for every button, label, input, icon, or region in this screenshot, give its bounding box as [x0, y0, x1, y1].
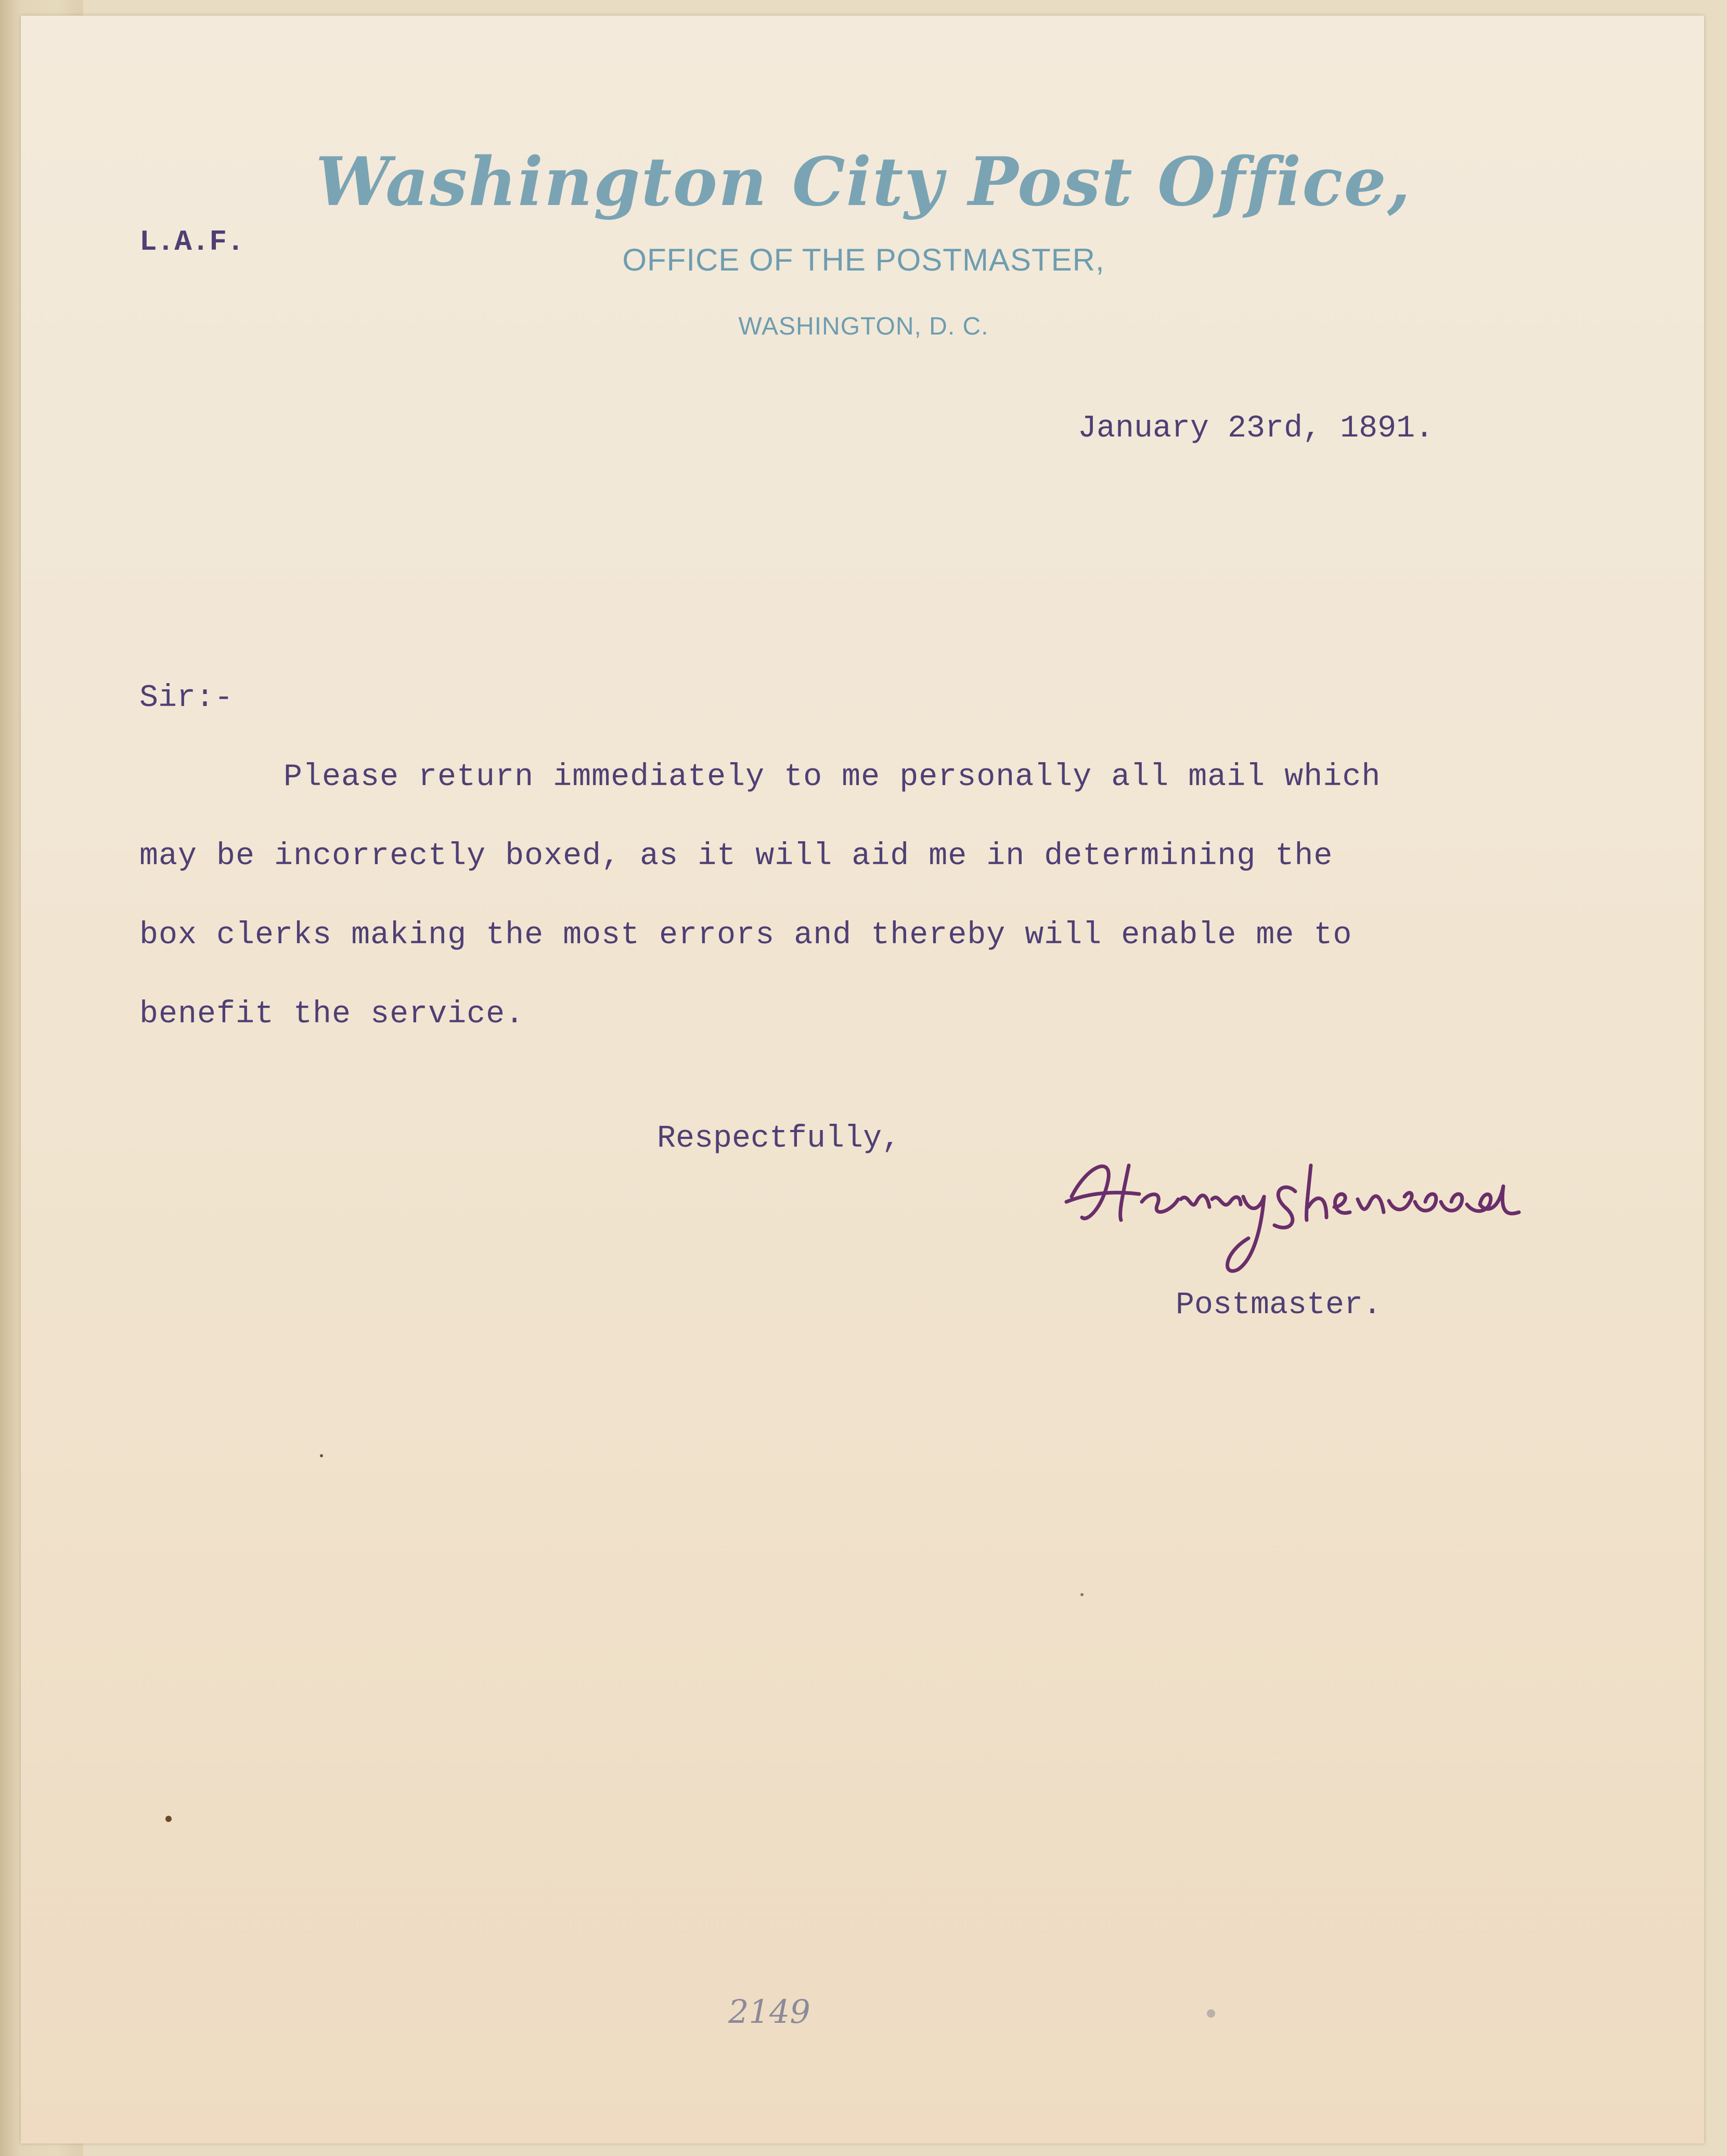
letterhead-location: WASHINGTON, D. C.	[738, 313, 989, 340]
handwritten-signature	[1051, 1134, 1540, 1290]
letterhead-title: Washington City Post Office,	[315, 143, 1412, 221]
reference-initials: L.A.F.	[139, 225, 244, 259]
closing: Respectfully,	[657, 1121, 901, 1157]
body-line-1: Please return immediately to me personally all mail which	[283, 760, 1381, 795]
body-line-4: benefit the service.	[139, 997, 525, 1032]
ink-speck	[320, 1454, 323, 1457]
ink-speck	[165, 1816, 172, 1822]
salutation: Sir:-	[139, 681, 234, 716]
letterhead-office: OFFICE OF THE POSTMASTER,	[622, 242, 1105, 277]
letter-date: January 23rd, 1891.	[1078, 411, 1434, 446]
archive-number: 2149	[728, 1993, 810, 2031]
body-line-2: may be incorrectly boxed, as it will aid me in determining the	[139, 839, 1333, 874]
body-line-3: box clerks making the most errors and thereby will enable me to	[139, 918, 1352, 953]
ink-speck	[1207, 2009, 1215, 2018]
ink-speck	[1080, 1593, 1084, 1596]
signer-title: Postmaster.	[1176, 1288, 1382, 1323]
